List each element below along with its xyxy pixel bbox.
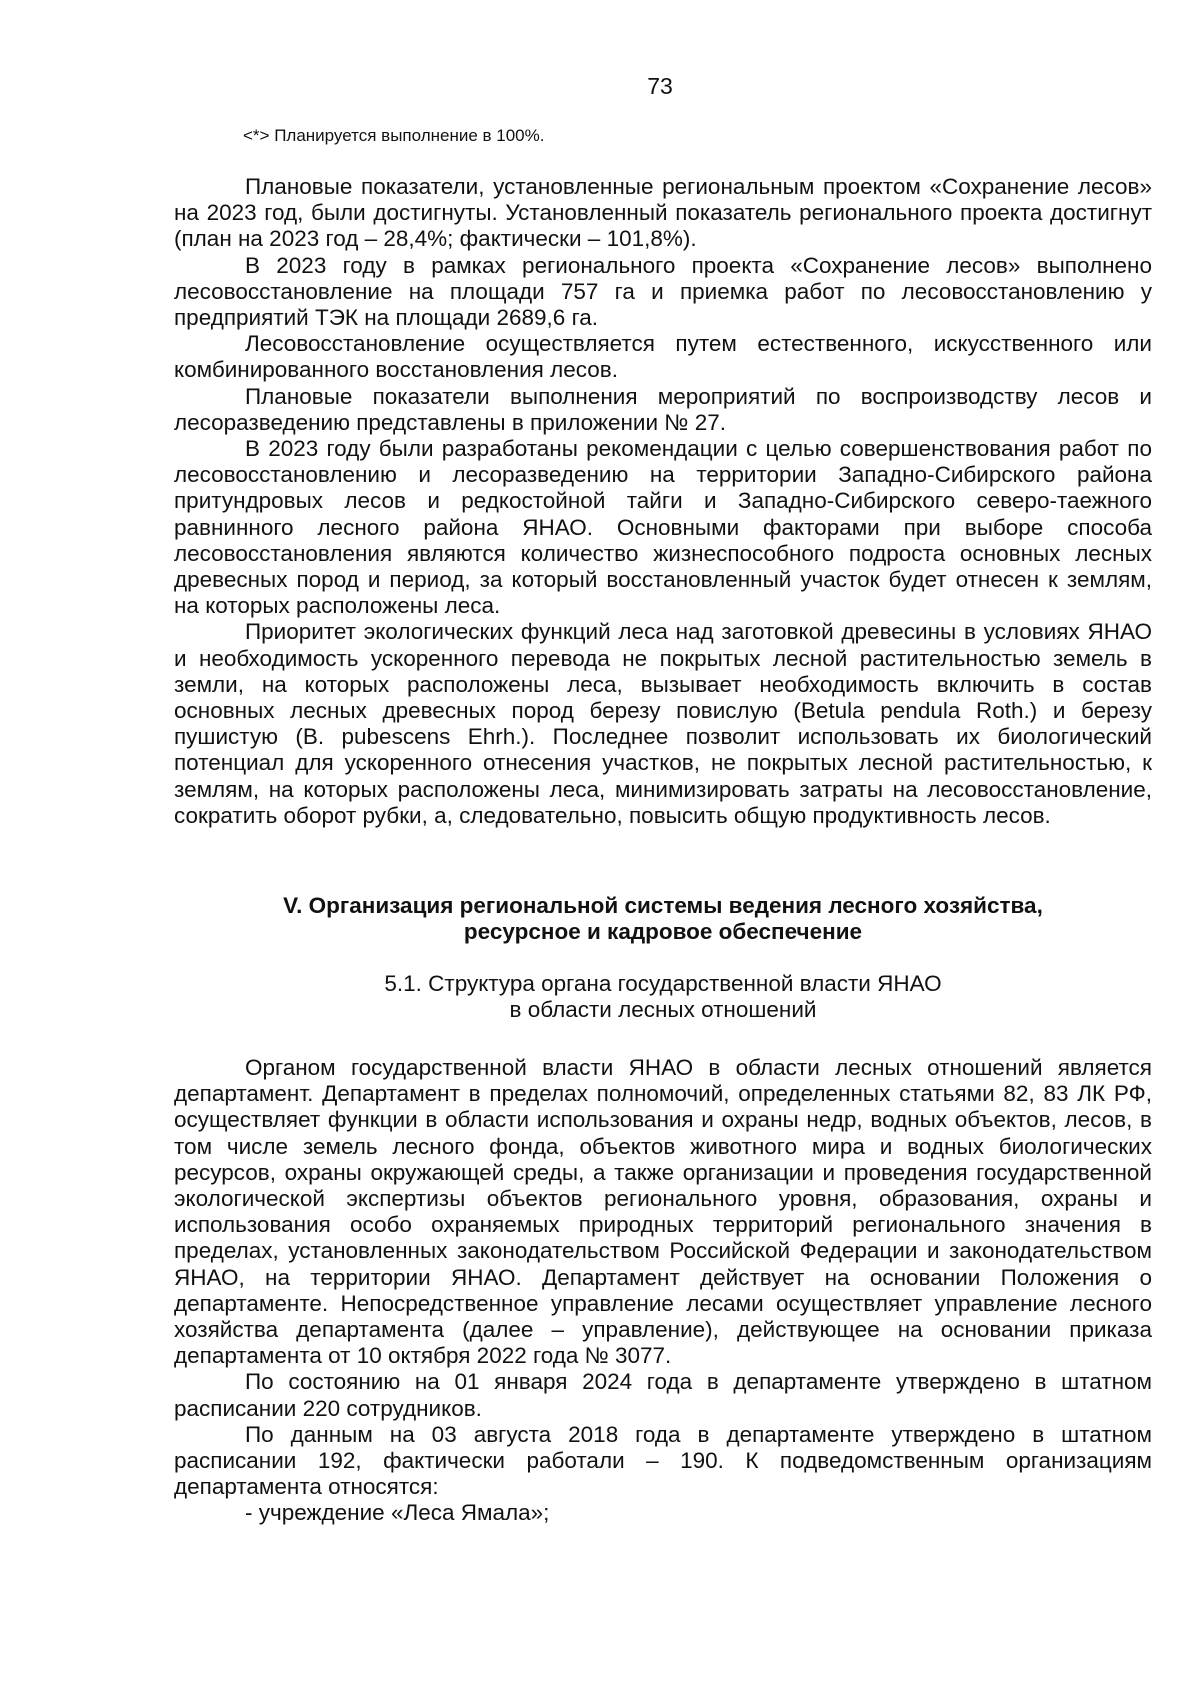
subsection-heading bbox=[174, 971, 1152, 1023]
paragraph: Плановые показатели выполнения мероприятий по воспроизводству лесов и лесоразведению представлены в приложении № 27. bbox=[174, 383, 1152, 435]
body-text-after-section bbox=[174, 1055, 1152, 1527]
footnote: <*> Планируется выполнение в 100%. bbox=[243, 126, 545, 145]
paragraph: По данным на 03 августа 2018 года в департаменте утверждено в штатном расписании 192, фактически работали – 190. К подведомственным организациям департамента относятся: bbox=[174, 1421, 1152, 1500]
subsection-heading-line: в области лесных отношений bbox=[509, 997, 817, 1023]
paragraph: Органом государственной власти ЯНАО в области лесных отношений является департамент. Департамент в пределах полномочий, определенных статьями 82, 83 ЛК РФ, осуществляет функции в области использования и охраны недр, водных объектов, лесов, в том числе земель лесного фонда, объектов животного мира и водных биологических ресурсов, охраны окружающей среды, а также организации и проведения государственной экологической экспертизы объектов регионального уровня, образования, охраны и использования особо охраняемых природных территорий регионального значения в пределах, установленных законодательством Российской Федерации и законодательством ЯНАО, на территории ЯНАО. Департамент действует на основании Положения о департаменте. Непосредственное управление лесами осуществляет управление лесного хозяйства департамента (далее – управление), действующее на основании приказа департамента от 10 октября 2022 года № 3077. bbox=[174, 1055, 1152, 1369]
section-heading-line: ресурсное и кадровое обеспечение bbox=[463, 919, 863, 945]
section-heading bbox=[174, 893, 1152, 945]
paragraph: Лесовосстановление осуществляется путем естественного, искусственного или комбинированного восстановления лесов. bbox=[174, 331, 1152, 383]
body-text-before-section bbox=[174, 174, 1152, 829]
paragraph: Плановые показатели, установленные региональным проектом «Сохранение лесов» на 2023 год, были достигнуты. Установленный показатель регионального проекта достигнут (план на 2023 год – 28,4%; фактически – 101,8%). bbox=[174, 174, 1152, 252]
section-heading-line: V. Организация региональной системы ведения лесного хозяйства, bbox=[283, 893, 1043, 918]
paragraph: По состоянию на 01 января 2024 года в департаменте утверждено в штатном расписании 220 сотрудников. bbox=[174, 1369, 1152, 1421]
paragraph: В 2023 году были разработаны рекомендации с целью совершенствования работ по лесовосстановлению и лесоразведению на территории Западно-Сибирского района притундровых лесов и редкостойной тайги и Западно-Сибирского северо-таежного равнинного лесного района ЯНАО. Основными факторами при выборе способа лесовосстановления являются количество жизнеспособного подроста основных лесных древесных пород и период, за который восстановленный участок будет отнесен к землям, на которых расположены леса. bbox=[174, 436, 1152, 619]
list-item: - учреждение «Леса Ямала»; bbox=[245, 1500, 550, 1526]
page-number: 73 bbox=[647, 73, 673, 99]
paragraph: Приоритет экологических функций леса над заготовкой древесины в условиях ЯНАО и необходимость ускоренного перевода не покрытых лесной растительностью земель в земли, на которых расположены леса, вызывает необходимость включить в состав основных лесных древесных пород березу повислую (Betula pendula Roth.) и березу пушистую (B. pubescens Ehrh.). Последнее позволит использовать их биологический потенциал для ускоренного отнесения участков, не покрытых лесной растительностью, к землям, на которых расположены леса, минимизировать затраты на лесовосстановление, сократить оборот рубки, а, следовательно, повысить общую продуктивность лесов. bbox=[174, 619, 1152, 828]
paragraph: В 2023 году в рамках регионального проекта «Сохранение лесов» выполнено лесовосстановление на площади 757 га и приемка работ по лесовосстановлению у предприятий ТЭК на площади 2689,6 га. bbox=[174, 252, 1152, 331]
subsection-heading-line: 5.1. Структура органа государственной власти ЯНАО bbox=[384, 971, 942, 996]
